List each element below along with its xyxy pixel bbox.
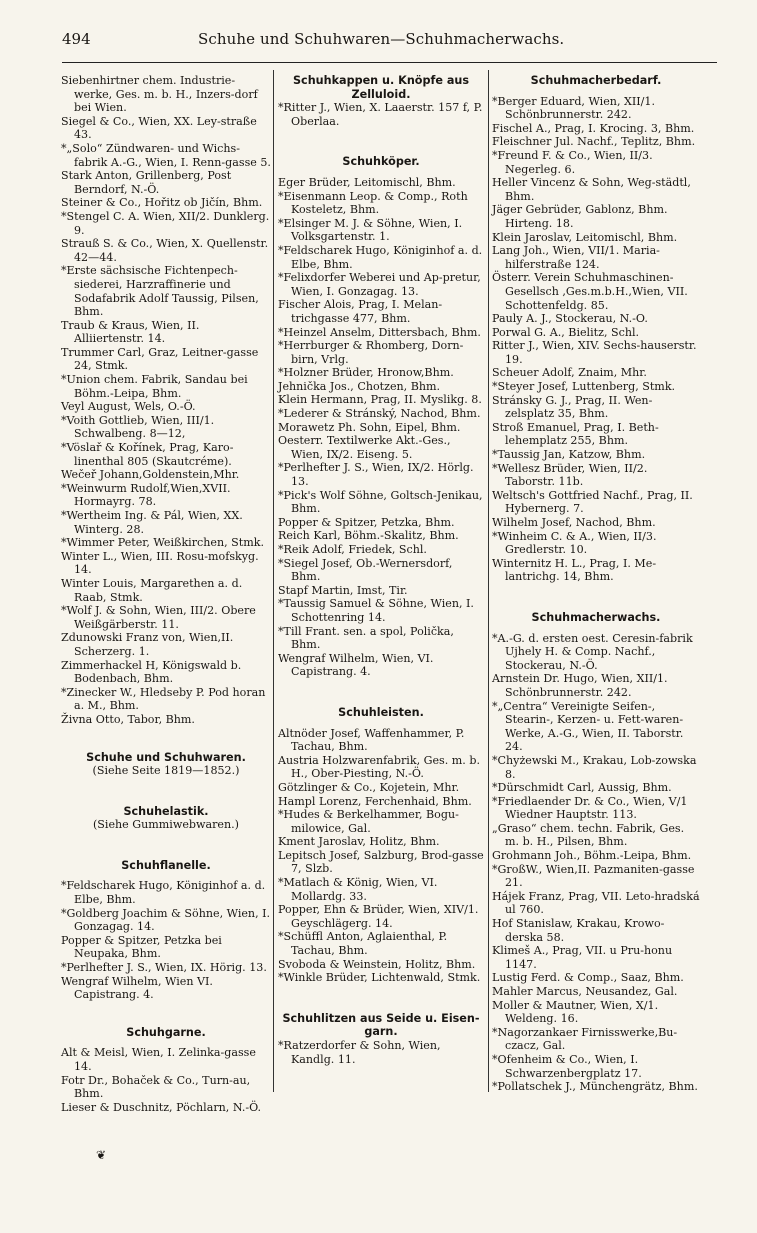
directory-entry: *Goldberg Joachim & Söhne, Wien, I. Gonzagag. 14.	[61, 906, 271, 934]
directory-entry: *Wimmer Peter, Weißkirchen, Stmk.	[61, 536, 264, 550]
directory-entry: Siegel & Co., Wien, XX. Ley-straße 43.	[61, 114, 257, 142]
directory-entry: Lepitsch Josef, Salzburg, Brod-gasse 7, Slzb.	[278, 848, 484, 876]
directory-entry: Reich Karl, Böhm.-Skalitz, Bhm.	[278, 529, 459, 543]
directory-entry: *Vöslař & Kořínek, Prag, Karo-linenthal 805 (Skautcréme).	[61, 441, 234, 468]
directory-entry: Austria Holzwarenfabrik, Ges. m. b. H., Ober-Piesting, N.-Ö.	[278, 753, 480, 781]
directory-entry: Ritter J., Wien, XIV. Sechs-hauserstr. 19.	[492, 339, 697, 366]
directory-entry: *Nagorzankaer Firnisswerke,Bu-czacz, Gal.	[492, 1025, 678, 1053]
column-3	[492, 74, 700, 1094]
directory-entry: Živna Otto, Tabor, Bhm.	[61, 712, 195, 726]
directory-entry: Stark Anton, Grillenberg, Post Berndorf, N.-Ö.	[61, 169, 232, 196]
entry-list	[492, 95, 700, 584]
directory-entry: *Till Frant. sen. a spol, Polička, Bhm.	[278, 624, 454, 652]
directory-entry: *Weinwurm Rudolf,Wien,XVII. Hormayrg. 78.	[61, 481, 231, 509]
directory-entry: Morawetz Ph. Sohn, Eipel, Bhm.	[278, 420, 461, 434]
directory-entry: *Taussig Samuel & Söhne, Wien, I. Schottenring 14.	[278, 597, 474, 624]
directory-entry: Götzlinger & Co., Kojetein, Mhr.	[278, 780, 460, 794]
directory-entry: Stapf Martin, Imst, Tir.	[278, 583, 408, 597]
section-note: (Siehe Seite 1819—1852.)	[92, 764, 240, 778]
printer-mark: ❦	[96, 1148, 107, 1162]
directory-entry: Traub & Kraus, Wien, II. Alliiertenstr. 14.	[61, 318, 200, 346]
column-1	[61, 74, 271, 1114]
running-title: Schuhe und Schuhwaren—Schuhmacherwachs.	[198, 30, 565, 48]
directory-entry: Popper, Ehn & Brüder, Wien, XIV/1. Geyschlägerg. 14.	[278, 903, 479, 930]
directory-entry: Klimeš A., Prag, VII. u Pru-honu 1147.	[492, 944, 673, 971]
directory-entry: Mahler Marcus, Neusandez, Gal.	[492, 985, 678, 998]
directory-entry: Zdunowski Franz von, Wien,II. Scherzerg. 1.	[61, 631, 234, 658]
directory-entry: *Union chem. Fabrik, Sandau bei Böhm.-Leipa, Bhm.	[61, 373, 248, 400]
directory-entry: Porwal G. A., Bielitz, Schl.	[492, 325, 640, 339]
section-heading: Schuhgarne.	[126, 1025, 206, 1039]
directory-entry: *Siegel Josef, Ob.-Wernersdorf, Bhm.	[278, 556, 453, 584]
directory-entry: *Steyer Josef, Luttenberg, Stmk.	[492, 380, 676, 394]
directory-entry: Winter L., Wien, III. Rosu-mofskyg. 14.	[61, 549, 259, 577]
directory-entry: Hájek Franz, Prag, VII. Leto-hradská ul 760.	[492, 889, 700, 917]
directory-entry: *Taussig Jan, Katzow, Bhm.	[492, 448, 646, 462]
directory-entry: *Perlhefter J. S., Wien, IX. Hörig. 13.	[61, 961, 267, 975]
directory-entry: *„Centra“ Vereinigte Seifen-, Stearin-, Kerzen- u. Fett-waren-Werke, A.-G., Wien, II. Taborstr. 24.	[492, 699, 684, 754]
directory-entry: Zimmerhackel H, Königswald b. Bodenbach, Bhm.	[61, 658, 242, 686]
directory-entry: *Herrburger & Rhomberg, Dorn-birn, Vrlg.	[278, 339, 464, 366]
directory-entry: Wengraf Wilhelm, Wien, VI. Capistrang. 4.	[278, 651, 434, 679]
directory-entry: *Wellesz Brüder, Wien, II/2. Taborstr. 11b.	[492, 461, 648, 489]
directory-entry: Winternitz H. L., Prag, I. Me-lantrichg. 14, Bhm.	[492, 556, 657, 584]
entry-list	[278, 727, 484, 985]
section-heading: Schuhelastik.	[123, 804, 209, 818]
directory-entry: Popper & Spitzer, Petzka bei Neupaka, Bhm.	[61, 933, 222, 961]
directory-entry: Lang Joh., Wien, VII/1. Maria-hilferstraße 124.	[492, 244, 660, 271]
directory-entry: *Voith Gottlieb, Wien, III/1. Schwalbeng. 8—12,	[61, 413, 215, 441]
directory-entry: *Hudes & Berkelhammer, Bogu-milowice, Gal.	[278, 808, 459, 835]
section-heading: Schuhköper.	[342, 155, 420, 169]
directory-entry: *Erste sächsische Fichtenpech-siederei, Harzraffinerie und Sodafabrik Adolf Taussig, Pilsen, Bhm.	[61, 264, 259, 319]
directory-entry: *Dürschmidt Carl, Aussig, Bhm.	[492, 781, 672, 795]
directory-entry: *Wertheim Ing. & Pál, Wien, XX. Winterg. 28.	[61, 509, 243, 536]
directory-entry: *Schüffl Anton, Aglaienthal, P. Tachau, Bhm.	[278, 930, 448, 958]
directory-entry: Wilhelm Josef, Nachod, Bhm.	[492, 516, 656, 529]
column-2	[278, 74, 484, 1066]
directory-entry: Oesterr. Textilwerke Akt.-Ges., Wien, IX/2. Eiseng. 5.	[278, 434, 451, 461]
directory-entry: „Graso“ chem. techn. Fabrik, Ges. m. b. H., Pilsen, Bhm.	[492, 821, 685, 849]
directory-entry: *„Solo“ Zündwaren- und Wichs-fabrik A.-G., Wien, I. Renn-gasse 5.	[61, 141, 271, 169]
entry-list	[278, 176, 484, 679]
entry-list	[61, 879, 271, 1001]
directory-entry: Lustig Ferd. & Comp., Saaz, Bhm.	[492, 971, 684, 985]
section-heading: Schuhflanelle.	[121, 858, 211, 872]
directory-entry: Stránsky G. J., Prag, II. Wen-zelsplatz 35, Bhm.	[492, 393, 653, 421]
directory-entry: Wengraf Wilhelm, Wien VI. Capistrang. 4.	[61, 974, 213, 1002]
directory-entry: Fotr Dr., Bohaček & Co., Turn-au, Bhm.	[61, 1073, 251, 1101]
directory-entry: *Freund F. & Co., Wien, II/3. Negerleg. 6.	[492, 148, 653, 176]
directory-entry: Trummer Carl, Graz, Leitner-gasse 24, Stmk.	[61, 345, 259, 373]
directory-entry: *A.-G. d. ersten oest. Ceresin-fabrik Ujhely H. & Comp. Nachf., Stockerau, N.-Ö.	[492, 631, 693, 672]
section-note: (Siehe Gummiwebwaren.)	[92, 818, 239, 832]
column-divider	[488, 70, 489, 1092]
directory-entry: Pauly A. J., Stockerau, N.-O.	[492, 312, 648, 326]
directory-entry: Hof Stanislaw, Krakau, Krowo-derska 58.	[492, 917, 665, 944]
directory-entry: Siebenhirtner chem. Industrie-werke, Ges. m. b. H., Inzers-dorf bei Wien.	[61, 74, 258, 115]
directory-entry: Heller Vincenz & Sohn, Weg-städtl, Bhm.	[492, 176, 691, 203]
section-heading: Schuhe und Schuhwaren.	[86, 750, 246, 764]
entry-list	[278, 101, 484, 128]
directory-entry: Alt & Meisl, Wien, I. Zelinka-gasse 14.	[61, 1046, 256, 1073]
directory-entry: *Feldscharek Hugo, Königinhof a. d. Elbe, Bhm.	[61, 879, 266, 907]
directory-entry: Fleischner Jul. Nachf., Teplitz, Bhm.	[492, 135, 696, 149]
directory-entry: Weltsch's Gottfried Nachf., Prag, II. Hybernerg. 7.	[492, 488, 693, 516]
directory-entry: *Ratzerdorfer & Sohn, Wien, Kandlg. 11.	[278, 1039, 441, 1066]
entry-list	[492, 632, 700, 1094]
directory-entry: Moller & Mautner, Wien, X/1. Weldeng. 16.	[492, 998, 659, 1026]
section-heading: Schuhlitzen aus Seide u. Eisen-garn.	[282, 1011, 480, 1039]
directory-entry: *Ofenheim & Co., Wien, I. Schwarzenbergplatz 17.	[492, 1052, 642, 1080]
directory-entry: *Pick's Wolf Söhne, Goltsch-Jenikau, Bhm.	[278, 488, 483, 516]
directory-entry: *Lederer & Stránský, Nachod, Bhm.	[278, 407, 481, 421]
page-header	[62, 30, 717, 52]
section-heading: Schuhmacherbedarf.	[530, 74, 662, 87]
directory-entry: Steiner & Co., Hořitz ob Jičín, Bhm.	[61, 196, 263, 210]
directory-entry: *Chyżewski M., Krakau, Lob-zowska 8.	[492, 753, 697, 781]
directory-entry: *Felixdorfer Weberei und Ap-pretur, Wien, I. Gonzagag. 13.	[278, 271, 481, 298]
directory-entry: Jäger Gebrüder, Gablonz, Bhm. Hirteng. 18.	[492, 203, 668, 230]
directory-entry: *Winheim C. & A., Wien, II/3. Gredlerstr. 10.	[492, 529, 657, 557]
directory-entry: Stroß Emanuel, Prag, I. Beth-lehemplatz 255, Bhm.	[492, 420, 659, 448]
entry-list	[61, 74, 271, 727]
directory-entry: *Friedlaender Dr. & Co., Wien, V/1 Wiedner Hauptstr. 113.	[492, 794, 688, 822]
directory-entry: Arnstein Dr. Hugo, Wien, XII/1. Schönbrunnerstr. 242.	[492, 672, 668, 699]
directory-entry: Eger Brüder, Leitomischl, Bhm.	[278, 175, 456, 189]
directory-entry: Kment Jaroslav, Holitz, Bhm.	[278, 835, 440, 849]
directory-entry: *Elsinger M. J. & Söhne, Wien, I. Volksgartenstr. 1.	[278, 216, 463, 244]
section-heading: Schuhkappen u. Knöpfe aus Zelluloid.	[293, 74, 469, 101]
directory-entry: Popper & Spitzer, Petzka, Bhm.	[278, 515, 455, 529]
directory-entry: *Feldscharek Hugo, Königinhof a. d. Elbe, Bhm.	[278, 243, 483, 271]
directory-entry: Svoboda & Weinstein, Holitz, Bhm.	[278, 957, 476, 971]
directory-entry: Österr. Verein Schuhmaschinen-Gesellsch ,Ges.m.b.H.,Wien, VII. Schottenfeldg. 85.	[492, 271, 688, 312]
directory-entry: *Matlach & König, Wien, VI. Mollardg. 33.	[278, 876, 438, 903]
directory-entry: Winter Louis, Margarethen a. d. Raab, Stmk.	[61, 576, 243, 604]
header-rule	[62, 62, 717, 63]
directory-entry: *Heinzel Anselm, Dittersbach, Bhm.	[278, 325, 481, 339]
directory-entry: *GroßW., Wien,II. Pazmaniten-gasse 21.	[492, 862, 695, 890]
directory-entry: *Eisenmann Leop. & Comp., Roth Kosteletz, Bhm.	[278, 189, 468, 217]
directory-entry: Lieser & Duschnitz, Pöchlarn, N.-Ö.	[61, 1100, 262, 1114]
directory-entry: Klein Hermann, Prag, II. Myslikg. 8.	[278, 393, 482, 407]
directory-entry: *Holzner Brüder, Hronow,Bhm.	[278, 366, 454, 380]
directory-entry: Scheuer Adolf, Znaim, Mhr.	[492, 366, 647, 380]
section-heading: Schuhmacherwachs.	[531, 610, 661, 624]
column-divider	[273, 70, 274, 1092]
directory-entry: *Berger Eduard, Wien, XII/1. Schönbrunnerstr. 242.	[492, 94, 655, 122]
directory-entry: Grohmann Joh., Böhm.-Leipa, Bhm.	[492, 849, 692, 863]
entry-list	[278, 1039, 484, 1066]
directory-entry: *Winkle Brüder, Lichtenwald, Stmk.	[278, 971, 481, 985]
directory-entry: Wečeř Johann,Goldenstein,Mhr.	[61, 468, 240, 482]
directory-entry: *Zinecker W., Hledseby P. Pod horan a. M., Bhm.	[61, 685, 266, 713]
entry-list	[61, 1046, 271, 1114]
directory-entry: *Pollatschek J., Münchengrätz, Bhm.	[492, 1080, 698, 1094]
directory-entry: Altnöder Josef, Waffenhammer, P. Tachau, Bhm.	[278, 726, 465, 754]
directory-entry: Fischel A., Prag, I. Krocing. 3, Bhm.	[492, 121, 695, 135]
directory-entry: *Reik Adolf, Friedek, Schl.	[278, 543, 427, 556]
section-heading: Schuhleisten.	[338, 705, 424, 719]
directory-entry: *Ritter J., Wien, X. Laaerstr. 157 f, P. Oberlaa.	[278, 101, 483, 128]
directory-entry: Veyl August, Wels, O.-Ö.	[61, 400, 196, 414]
directory-entry: Fischer Alois, Prag, I. Melan-trichgasse 477, Bhm.	[278, 298, 443, 325]
directory-entry: Strauß S. & Co., Wien, X. Quellenstr. 42—44.	[61, 237, 269, 264]
directory-entry: *Wolf J. & Sohn, Wien, III/2. Obere Weißgärberstr. 11.	[61, 604, 256, 631]
directory-entry: *Perlhefter J. S., Wien, IX/2. Hörlg. 13.	[278, 461, 474, 489]
directory-entry: *Stengel C. A. Wien, XII/2. Dunklerg. 9.	[61, 209, 270, 237]
directory-entry: Klein Jaroslav, Leitomischl, Bhm.	[492, 230, 678, 244]
page-number: 494	[62, 30, 91, 48]
directory-entry: Jehnička Jos., Chotzen, Bhm.	[278, 379, 441, 393]
directory-entry: Hampl Lorenz, Ferchenhaid, Bhm.	[278, 794, 472, 808]
